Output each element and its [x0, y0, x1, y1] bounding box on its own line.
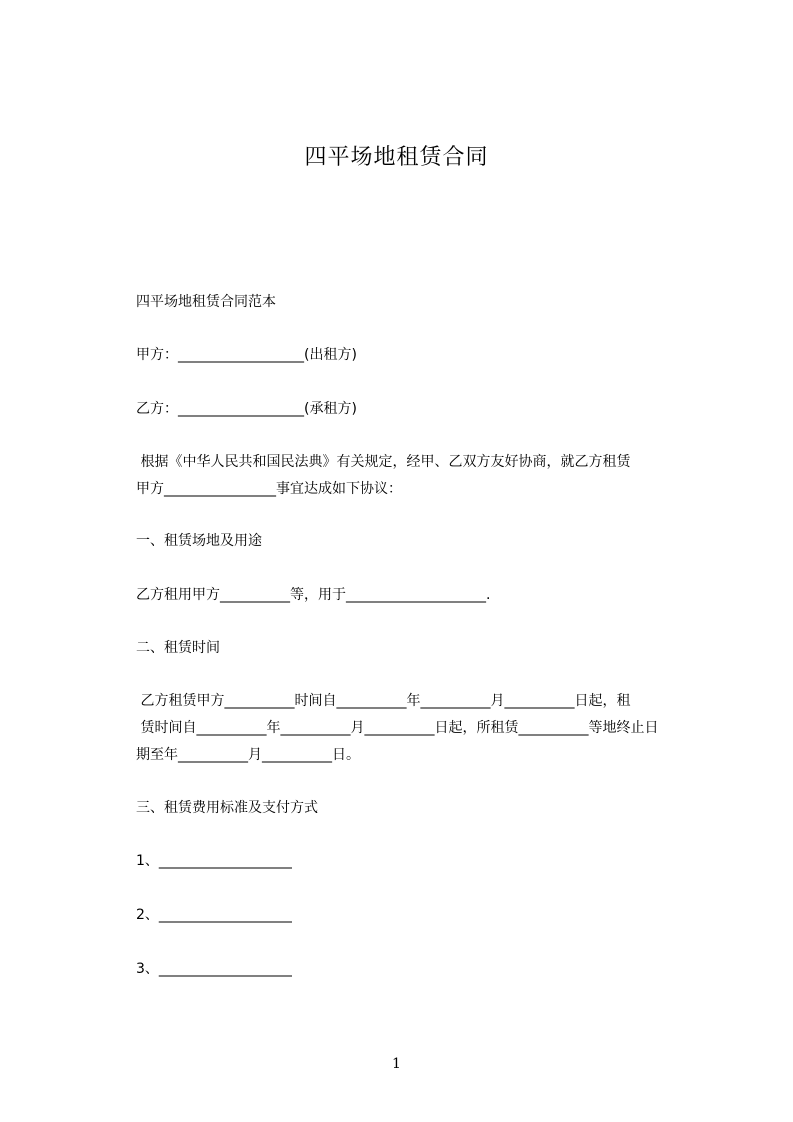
section-2-line-1: 乙方租赁甲方__________时间自__________年__________月__________日起，租	[136, 693, 631, 709]
preamble-line-2: 甲方________________事宜达成如下协议：	[136, 481, 402, 497]
section-2-line-3: 期至年__________月__________日。	[136, 747, 360, 763]
document-subtitle: 四平场地租赁合同范本	[136, 294, 276, 310]
section-2-line-2: 赁时间自__________年__________月__________日起，所租赁__________等地终止日	[136, 720, 659, 736]
party-a-line: 甲方：__________________(出租方)	[136, 347, 357, 363]
section-3-heading: 三、租赁费用标准及支付方式	[136, 800, 318, 816]
section-2-heading: 二、租赁时间	[136, 640, 220, 656]
preamble-line-1: 根据《中华人民共和国民法典》有关规定，经甲、乙双方友好协商，就乙方租赁	[136, 454, 631, 470]
page-number: 1	[392, 1056, 401, 1072]
list-item: 3、___________________	[136, 961, 292, 977]
document-title: 四平场地租赁合同	[304, 145, 489, 170]
party-b-line: 乙方：__________________(承租方)	[136, 401, 357, 417]
list-item: 2、___________________	[136, 907, 292, 923]
section-1-body: 乙方租用甲方__________等，用于____________________.	[136, 587, 491, 603]
list-item: 1、___________________	[136, 853, 292, 869]
section-1-heading: 一、租赁场地及用途	[136, 533, 262, 549]
